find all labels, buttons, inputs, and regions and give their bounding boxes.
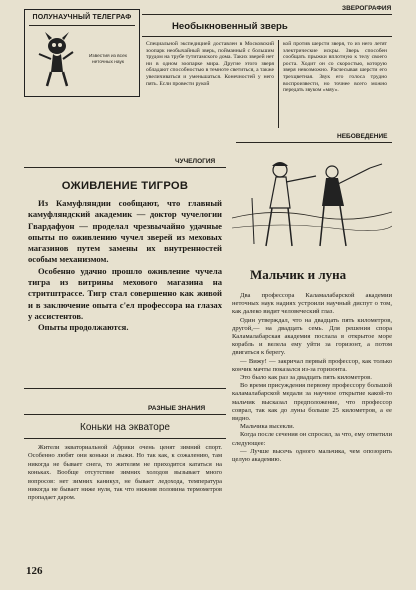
moon-p6: Мальчика высекли. [240, 423, 295, 431]
telegraph-title: ПОЛУНАУЧНЫЙ ТЕЛЕГРАФ [32, 14, 132, 21]
taxidermy-section-label: ЧУЧЕЛОГИЯ [175, 158, 216, 165]
winter-title: Коньки на экваторе [80, 422, 170, 433]
moon-p5: Во время присуждения первому профессору большой каламалабарской медали за научное открытие какой-то мальчик высказал предположение, что профессор соврал, так как до луны больше 25 километров, а ее видно. [232, 382, 392, 423]
zoography-col2: кой против шерсти зверя, то из него летят электрические искры. Зверь способен сообщать прыжки вплотную к телу своего роста. Ходит он со скоростью, которую зверя невозможно. Расчесывая шерсти его трехцветная. Звук его голоса трудно воспроизвести, но точнее всего можно передать звуком «мяу». [283, 41, 387, 94]
moon-p2: Один утверждал, что на двадцать пять километров, другой,— на двадцать семь. Для решения спора Каламалабарская академия послала в открытое море корабль и велела ему уйти за горизонт, а потом двигаться к берегу. [232, 316, 392, 357]
page-number: 126 [26, 565, 43, 577]
professors-illustration [232, 148, 392, 252]
moon-p7: Когда после сечения он спросил, за что, ему ответили следующее: [232, 431, 392, 447]
moon-title: Мальчик и луна [250, 267, 347, 282]
taxidermy-p3: Опыты продолжаются. [38, 322, 129, 333]
taxidermy-p1: Из Камуфляндии сообщают, что главный камуфляндский академик — доктор чучелогии Гвардафуон — проделал чрезвычайно удачные опыты по оживлению чучел зверей из меховых магазинов путем замены их внутренностей особым механизмом. [28, 198, 222, 265]
astronomy-section-label: НЕБОВЕДЕНИЕ [337, 133, 388, 140]
taxidermy-p2: Особенно удачно прошло оживление чучела тигра из витрины мехового магазина на стритштрассе. Тигр стал совершенно как живой и в заключение опыта с'ел профессора на глазах у ассистентов. [28, 265, 222, 321]
telegraph-box [24, 9, 140, 97]
taxidermy-title: ОЖИВЛЕНИЕ ТИГРОВ [61, 180, 189, 192]
zoography-section-label: ЗВЕРОГРАФИЯ [342, 5, 392, 12]
moon-p3: — Вижу! — закричал первый профессор, как только кончик мачты показался из-за горизонта. [232, 357, 392, 373]
winter-section-label: РАЗНЫЕ ЗНАНИЯ [148, 405, 206, 412]
creature-illustration [35, 32, 75, 88]
taxidermy-body [28, 198, 222, 334]
moon-body [232, 292, 392, 464]
moon-p8: — Лучше высечь одного мальчика, чем опозорить целую академию. [232, 447, 392, 464]
moon-p4: Это было как раз за двадцать пять километров. [240, 374, 372, 382]
zoography-col1: Специальной экспедицией доставлен в Московский зоопарк необычайный зверь, пойманный с большим трудом на трубе тутитамского дома. Таких зверей нет ни в одном зоопарке мира. Другие этого зверя обладают способностью в темноте светиться, а также увеличиваться и уменьшаться. Конечностей у него пять. Если провести рукой [146, 41, 274, 87]
zoography-title: Необыкновенный зверь [172, 21, 288, 32]
telegraph-caption: Известия из всех неточных наук [88, 54, 128, 65]
moon-p1: Два профессора Каламалабарской академии неточных наук надиях устроили научный диспут о том, как далеко видит человеческий глаз. [232, 292, 392, 316]
winter-text: Жители экваториальной Африки очень ценят зимний спорт. Особенно любят они коньки и лыжи. Но так как, к сожалению, там никогда не бывает снега, то жителям не приходится кататься на коньках. Вообще отсутствие зимних холодов вызывает много вопросов: нет зимних каникул, не бывает ледохода, температура никогда не бывает ниже нуля, так что нижняя половина термометров пропадает даром. [28, 444, 222, 502]
